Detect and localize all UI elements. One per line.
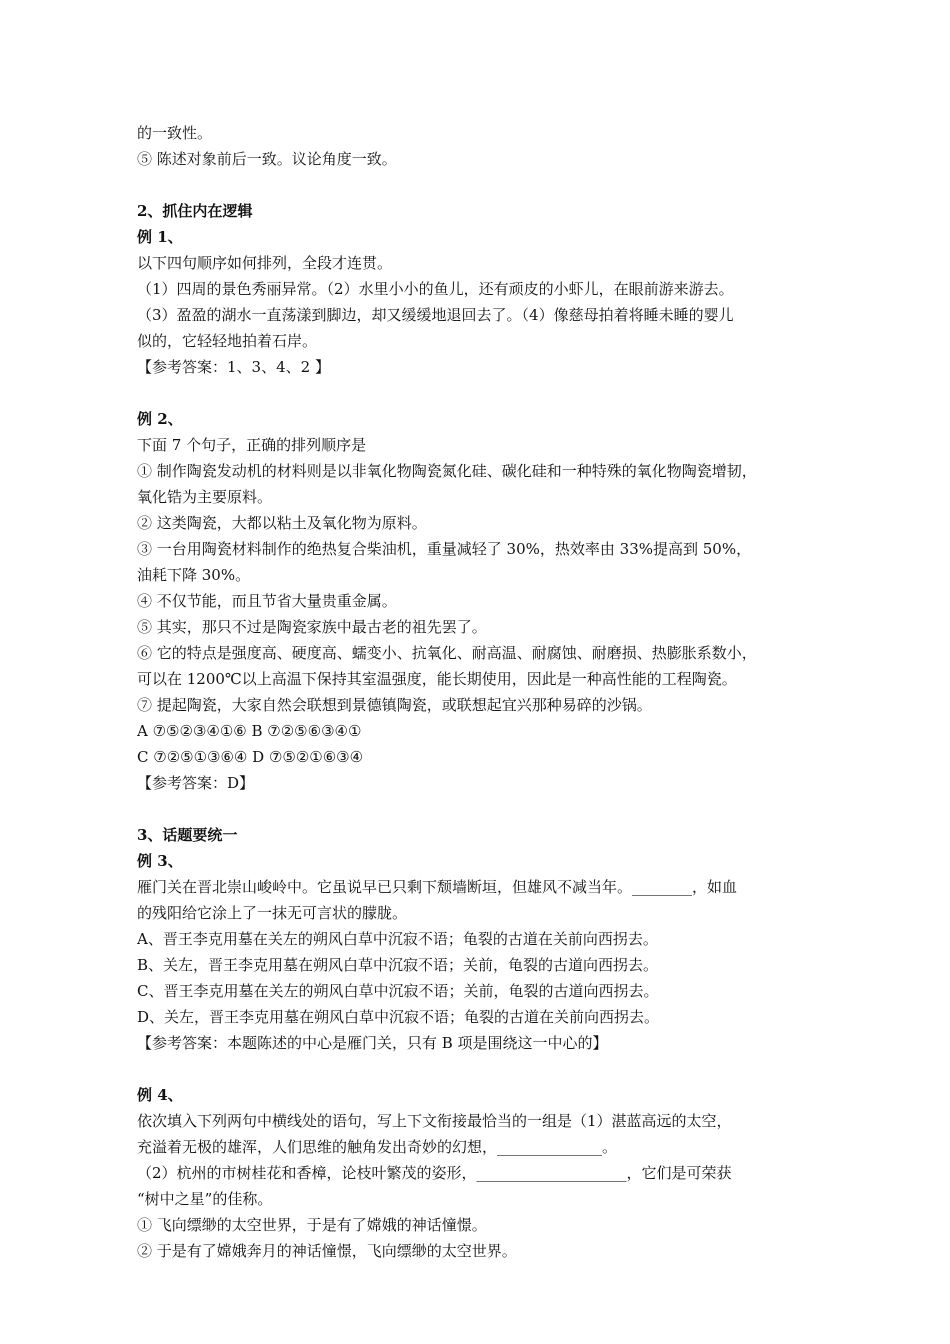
answer-line: 【参考答案：1、3、4、2 】: [137, 358, 330, 376]
body-line: 雁门关在晋北崇山峻岭中。它虽说早已只剩下颓墙断垣，但雄风不减当年。________，如血: [137, 878, 738, 896]
body-line: 依次填入下列两句中横线处的语句，写上下文衔接最恰当的一组是（1）湛蓝高远的太空，: [137, 1112, 732, 1130]
section-heading: 2、抓住内在逻辑: [137, 202, 253, 220]
spacer: [137, 796, 837, 822]
body-line: ⑦ 提起陶瓷，大家自然会联想到景德镇陶瓷，或联想起宜兴那种易碎的沙锅。: [137, 696, 652, 714]
body-line: 可以在 1200℃以上高温下保持其室温强度，能长期使用，因此是一种高性能的工程陶瓷。: [137, 670, 737, 688]
body-line: ④ 不仅节能，而且节省大量贵重金属。: [137, 592, 397, 610]
document-page: [137, 120, 837, 1264]
option-line: C、晋王李克用墓在关左的朔风白草中沉寂不语；关前，龟裂的古道向西拐去。: [137, 982, 659, 1000]
answer-line: 【参考答案：D】: [137, 774, 255, 792]
option-line: A、晋王李克用墓在关左的朔风白草中沉寂不语；龟裂的古道在关前向西拐去。: [137, 930, 658, 948]
body-line: 氧化锆为主要原料。: [137, 488, 273, 506]
body-line: 下面 7 个句子，正确的排列顺序是: [137, 436, 367, 454]
body-line: 似的，它轻轻地拍着石岸。: [137, 332, 318, 350]
example-label: 例 1、: [137, 228, 183, 246]
intro-line: 的一致性。: [137, 124, 213, 142]
option-line: B、关左，晋王李克用墓在朔风白草中沉寂不语；关前，龟裂的古道向西拐去。: [137, 956, 659, 974]
answer-line: 【参考答案：本题陈述的中心是雁门关，只有 B 项是围绕这一中心的】: [137, 1034, 608, 1052]
body-line: 油耗下降 30%。: [137, 566, 251, 584]
example-label: 例 2、: [137, 410, 183, 428]
body-line: ② 这类陶瓷，大都以粘土及氧化物为原料。: [137, 514, 427, 532]
spacer: [137, 1056, 837, 1082]
body-line: （2）杭州的市树桂花和香樟，论枝叶繁茂的姿形，____________________，它们是可荣获: [137, 1164, 732, 1182]
option-line: ② 于是有了嫦娥奔月的神话憧憬，飞向缥缈的太空世界。: [137, 1242, 517, 1260]
body-line: ③ 一台用陶瓷材料制作的绝热复合柴油机，重量减轻了 30%，热效率由 33%提高到 50%，: [137, 540, 752, 558]
body-line: 的残阳给它涂上了一抹无可言状的朦胧。: [137, 904, 408, 922]
body-line: 以下四句顺序如何排列，全段才连贯。: [137, 254, 393, 272]
option-line: A ⑦⑤②③④①⑥ B ⑦②⑤⑥③④①: [137, 722, 362, 740]
body-line: 充溢着无极的雄浑，人们思维的触角发出奇妙的幻想，______________。: [137, 1138, 618, 1156]
body-line: ⑥ 它的特点是强度高、硬度高、蠕变小、抗氧化、耐高温、耐腐蚀、耐磨损、热膨胀系数小，: [137, 644, 757, 662]
spacer: [137, 172, 837, 198]
spacer: [137, 380, 837, 406]
body-line: （3）盈盈的湖水一直荡漾到脚边，却又缓缓地退回去了。（4）像慈母拍着将睡未睡的婴儿: [137, 306, 734, 324]
body-line: “树中之星”的佳称。: [137, 1190, 273, 1208]
body-line: （1）四周的景色秀丽异常。（2）水里小小的鱼儿，还有顽皮的小虾儿，在眼前游来游去。: [137, 280, 734, 298]
example-label: 例 4、: [137, 1086, 183, 1104]
body-line: ⑤ 其实，那只不过是陶瓷家族中最古老的祖先罢了。: [137, 618, 487, 636]
intro-line: ⑤ 陈述对象前后一致。议论角度一致。: [137, 150, 397, 168]
option-line: D、关左，晋王李克用墓在朔风白草中沉寂不语；龟裂的古道在关前向西拐去。: [137, 1008, 660, 1026]
section-heading: 3、话题要统一: [137, 826, 238, 844]
example-label: 例 3、: [137, 852, 183, 870]
option-line: ① 飞向缥缈的太空世界，于是有了嫦娥的神话憧憬。: [137, 1216, 487, 1234]
body-line: ① 制作陶瓷发动机的材料则是以非氧化物陶瓷氮化硅、碳化硅和一种特殊的氧化物陶瓷增韧，: [137, 462, 757, 480]
option-line: C ⑦②⑤①③⑥④ D ⑦⑤②①⑥③④: [137, 748, 364, 766]
